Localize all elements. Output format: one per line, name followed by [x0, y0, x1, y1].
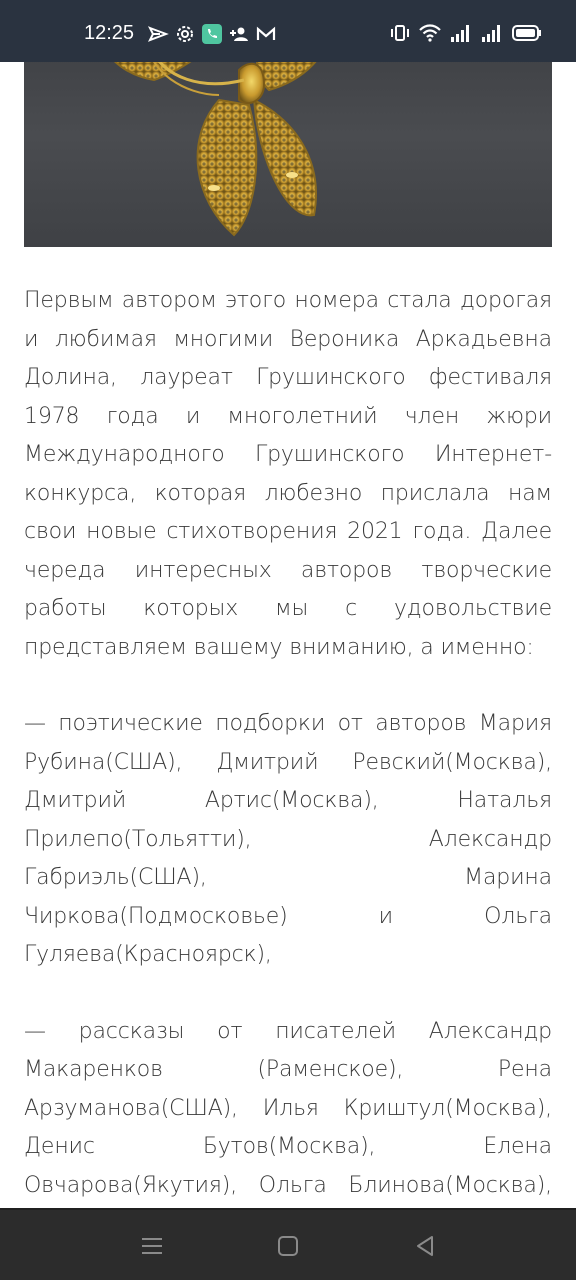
wifi-icon [419, 24, 441, 42]
menu-icon[interactable] [138, 1232, 166, 1260]
phone-app-icon [202, 24, 222, 44]
mail-m-icon [256, 25, 276, 43]
person-add-icon [229, 25, 249, 43]
vibrate-icon [390, 24, 410, 42]
navigation-bar [0, 1208, 576, 1280]
back-triangle-icon[interactable] [412, 1232, 440, 1260]
home-square-icon[interactable] [274, 1232, 302, 1260]
status-bar [0, 0, 576, 62]
send-icon [148, 25, 168, 43]
battery-icon [512, 24, 542, 42]
article-paragraph-intro: Первым автором этого номера стала дорогая и любимая многими Вероника Аркадьевна Долина, лауреат Грушинского фестиваля 1978 года и многолетний член жюри Международного Грушинского Интернет-конкурса, которая любезно прислала нам свои новые стихотворения 2021 года. Далее череда интересных авторов творческие работы которых мы с удовольствие представляем вашему вниманию, а именно: [24, 288, 552, 660]
notification-icons [148, 24, 276, 44]
article-text [24, 282, 552, 1282]
signal-icon [481, 24, 503, 42]
article-paragraph-poetry: — поэтические подборки от авторов Мария Рубина(США), Дмитрий Ревский(Москва), Дмитрий Артис(Москва), Наталья Прилепо(Тольятти), Александр Габриэль(США), Марина Чиркова(Подмосковье) и Ольга Гуляева(Красноярск), [24, 711, 552, 967]
system-icons [390, 24, 542, 42]
article-paragraph-stories: — рассказы от писателей Александр Макаренков (Раменское), Рена Арзуманова(США), Илья Криштул(Москва), Денис Бутов(Москва), Елена Овчарова(Якутия), Ольга Блинова(Москва), [24, 1018, 552, 1198]
settings-flower-icon [175, 25, 195, 43]
signal-icon [450, 24, 472, 42]
status-time: 12:25 [84, 22, 135, 44]
